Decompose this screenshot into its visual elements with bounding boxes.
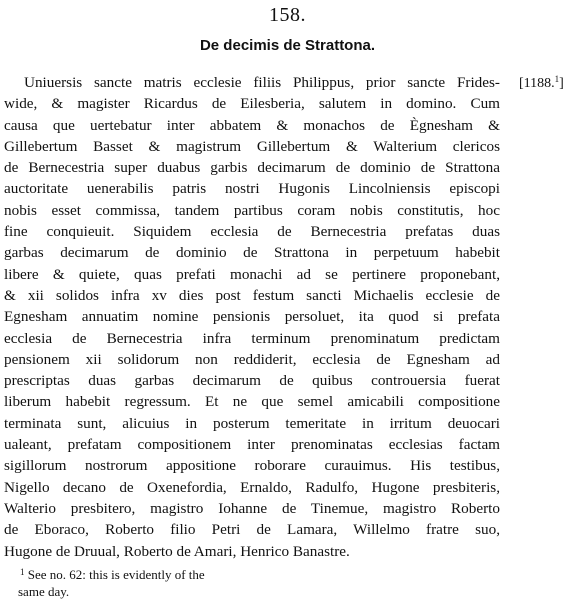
text-line: terminata sunt, alicuius in posterum temeritate in irritum deuocari bbox=[4, 414, 500, 432]
text-line: fine conquieuit. Siquidem ecclesia de Bernecestria prefatas duas bbox=[4, 223, 500, 241]
text-line: sigillorum nostrorum appositione roborare curauimus. His testibus, bbox=[4, 457, 500, 475]
charter-text bbox=[4, 72, 500, 562]
text-line: de Eboraco, Roberto filio Petri de Lamara, Willelmo fratre suo, bbox=[4, 521, 500, 539]
margin-date-text: [1188. bbox=[519, 76, 555, 91]
text-line: Egnesham annuatim nomine pensionis persoluet, ita quod si prefata bbox=[4, 308, 500, 326]
footnote bbox=[20, 566, 320, 600]
footnote-text-continuation: same day. bbox=[18, 584, 70, 599]
page-number: 158. bbox=[269, 4, 306, 26]
footnote-text: See no. 62: this is evidently of the bbox=[24, 567, 205, 582]
text-line: ecclesia de Bernecestria infra terminum prenominatum predictam bbox=[4, 329, 500, 347]
text-line: Uniuersis sancte matris ecclesie filiis Philippus, prior sancte Frides- bbox=[24, 74, 500, 91]
text-line: garbas decimarum de dominio de Strattona in perpetuum habebit bbox=[4, 244, 500, 262]
text-line: & xii solidos infra xv dies post festum sancti Michaelis ecclesie de bbox=[4, 286, 500, 304]
text-line: Walterio presbitero, magistro Iohanne de Tinemue, magistro Roberto bbox=[4, 499, 500, 517]
text-line: libere & quiete, quas prefati monachi ad se pertinere proponebant, bbox=[4, 265, 500, 283]
text-line: causa que uertebatur inter abbatem & monachos de Ègnesham & bbox=[4, 116, 500, 134]
footnote-marker: 1 bbox=[20, 567, 25, 577]
text-line: prescriptas duas garbas decimarum de quibus controuersia fuerat bbox=[4, 372, 500, 390]
margin-date-bracket: ] bbox=[559, 76, 564, 91]
text-line: auctoritate uenerabilis patris nostri Hugonis Lincolniensis episcopi bbox=[4, 180, 500, 198]
text-line: de Bernecestria super duabus garbis decimarum de dominio de Strattona bbox=[4, 159, 500, 177]
text-line: pensionem xii solidorum non reddiderit, ecclesia de Egnesham ad bbox=[4, 350, 500, 368]
text-line: ualeant, prefatam compositionem inter prenominatas ecclesias factam bbox=[4, 436, 500, 454]
margin-date-note bbox=[519, 76, 564, 92]
text-line: wide, & magister Ricardus de Eilesberia, salutem in domino. Cum bbox=[4, 95, 500, 113]
text-line: Hugone de Druual, Roberto de Amari, Henrico Banastre. bbox=[4, 542, 350, 560]
footnote-reference-marker: 1 bbox=[554, 74, 560, 84]
text-line: Gillebertum Basset & magistrum Gillebertum & Walterium clericos bbox=[4, 137, 500, 155]
text-line: Nigello decano de Oxenefordia, Ernaldo, Radulfo, Hugone presbiteris, bbox=[4, 478, 500, 496]
document-title: De decimis de Strattona. bbox=[199, 37, 376, 54]
text-line: liberum habebit regressum. Et ne que semel amicabili compositione bbox=[4, 393, 500, 411]
text-line: nobis esset commissa, tandem partibus coram nobis constitutis, hoc bbox=[4, 201, 500, 219]
